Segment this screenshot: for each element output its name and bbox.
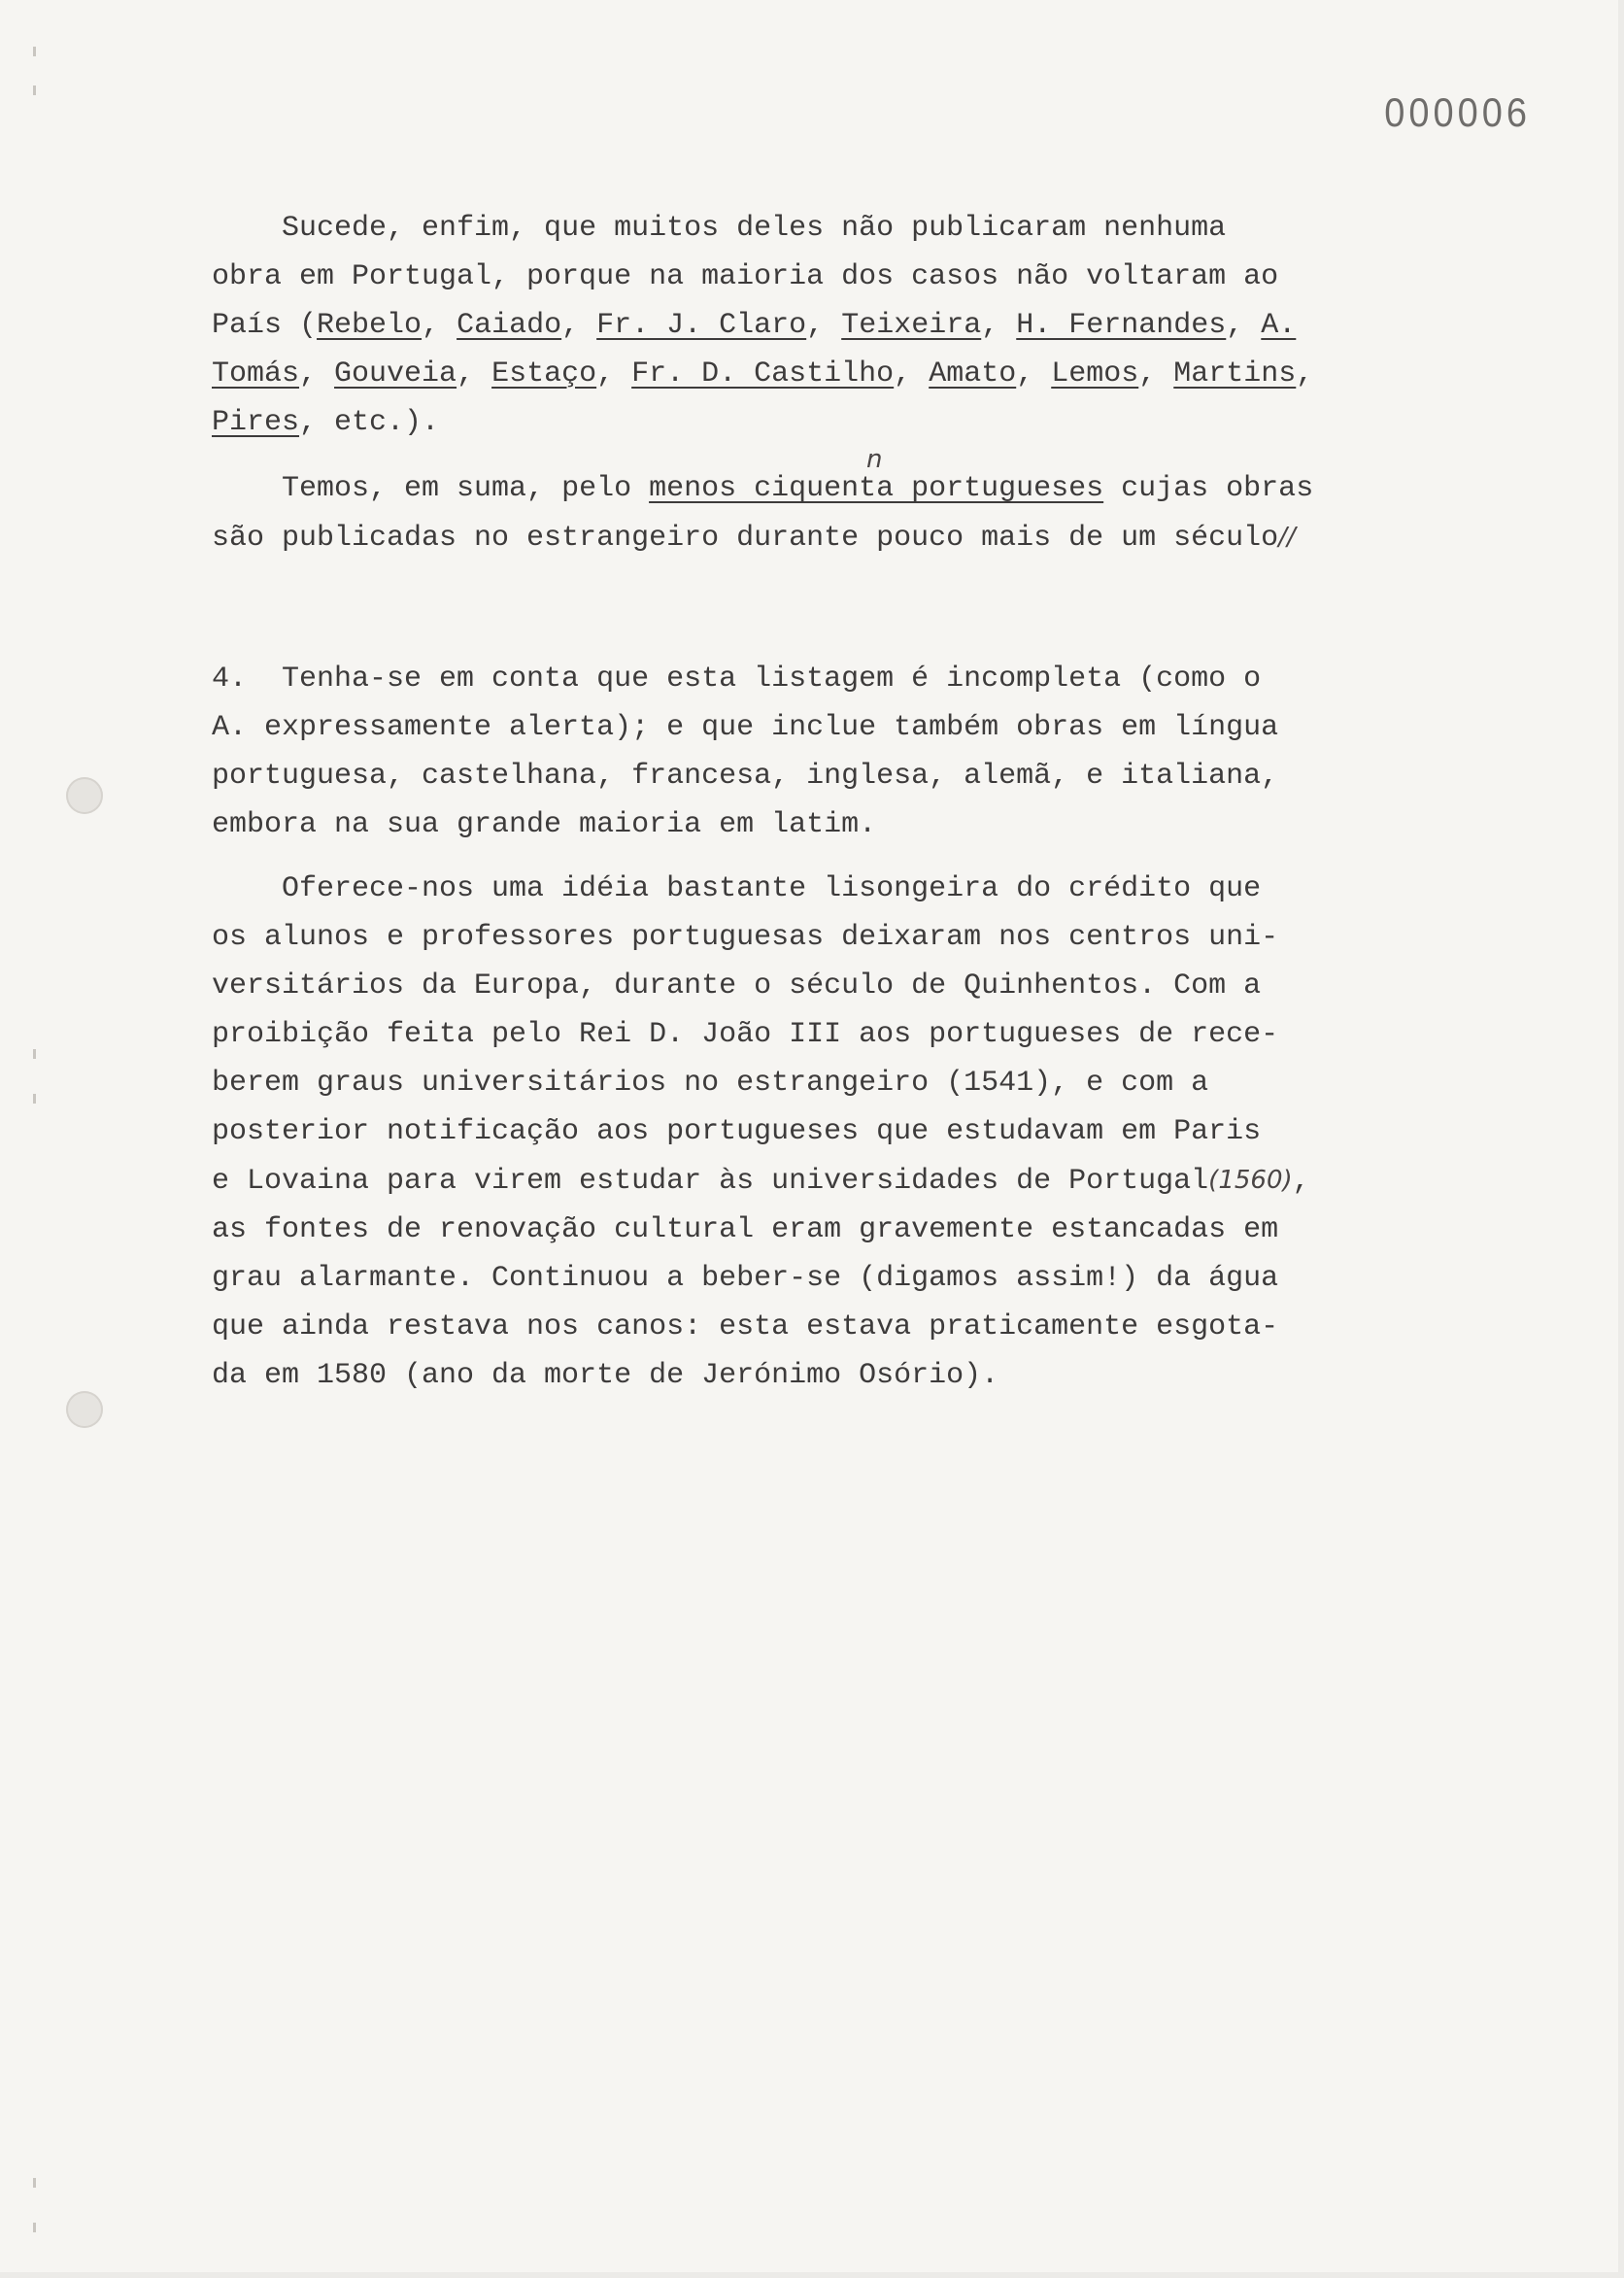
name-pires: Pires: [212, 406, 300, 439]
name-rebelo: Rebelo: [317, 309, 423, 342]
s4-line-3: portuguesa, castelhana, francesa, inglesa, alemã, e italiana,: [212, 760, 1279, 793]
p4-line-11: da em 1580 (ano da morte de Jerónimo Osório).: [212, 1359, 999, 1392]
edge-mark: [33, 1094, 36, 1104]
paragraph-4: [212, 865, 1474, 1400]
name-martins: Martins: [1173, 357, 1297, 391]
p4-line-2: os alunos e professores portuguesas deixaram nos centros uni-: [212, 921, 1279, 954]
name-amato: Amato: [929, 357, 1017, 391]
edge-mark: [33, 47, 36, 56]
punch-hole-top: [66, 777, 103, 814]
p2-underlined: menos ciquenta portugueses: [649, 472, 1104, 505]
name-gouveia: Gouveia: [334, 357, 457, 391]
paragraph-1: Sucede, enfim, que muitos deles não publicaram nenhuma obra em Portugal, porque na maioria dos casos não voltaram ao País (Rebelo, Caiado, Fr. J. Claro, Teixeira, H. Fernandes, A. Tomás, Gouveia, Estaço, Fr. D. Castilho, Amato, Lemos, Martins, Pires, etc.).: [212, 212, 1314, 439]
handwritten-year: (1560): [1208, 1166, 1293, 1195]
p2-line-2: são publicadas no estrangeiro durante pouco mais de um século: [212, 522, 1279, 555]
edge-mark: [33, 1049, 36, 1059]
s4-line-1: 4. Tenha-se em conta que esta listagem é incompleta (como o: [212, 663, 1262, 696]
paragraph-2: [212, 464, 1474, 562]
name-tomas: Tomás: [212, 357, 300, 391]
p1-line-2: obra em Portugal, porque na maioria dos casos não voltaram ao: [212, 260, 1279, 293]
handwritten-mark: //: [1278, 523, 1296, 552]
name-estaco: Estaço: [491, 357, 597, 391]
p4-line-8: as fontes de renovação cultural eram gravemente estancadas em: [212, 1213, 1279, 1246]
edge-mark: [33, 2223, 36, 2232]
name-castilho: Fr. D. Castilho: [631, 357, 895, 391]
name-lemos: Lemos: [1051, 357, 1139, 391]
p4-line-7-end: ,: [1292, 1165, 1310, 1198]
name-fernandes: H. Fernandes: [1016, 309, 1227, 342]
edge-mark: [33, 85, 36, 95]
handwritten-correction: n: [866, 445, 883, 474]
p4-line-10: que ainda restava nos canos: esta estava praticamente esgota-: [212, 1310, 1279, 1343]
p1-line-3-start: País (: [212, 309, 318, 342]
punch-hole-bottom: [66, 1391, 103, 1428]
p2-line-1-start: Temos, em suma, pelo: [282, 472, 650, 505]
p1-line-5-end: , etc.).: [299, 406, 440, 439]
name-a: A.: [1261, 309, 1297, 342]
name-claro: Fr. J. Claro: [596, 309, 807, 342]
p2-line-1-end: cujas obras: [1103, 472, 1314, 505]
name-teixeira: Teixeira: [841, 309, 982, 342]
p4-line-9: grau alarmante. Continuou a beber-se (digamos assim!) da água: [212, 1262, 1279, 1295]
p4-line-6: posterior notificação aos portugueses que estudavam em Paris: [212, 1115, 1262, 1148]
p4-line-4: proibição feita pelo Rei D. João III aos portugueses de rece-: [212, 1018, 1279, 1051]
edge-mark: [33, 2178, 36, 2188]
s4-line-4: embora na sua grande maioria em latim.: [212, 808, 877, 841]
name-caiado: Caiado: [457, 309, 562, 342]
section-4: [212, 655, 1474, 849]
p4-line-7-start: e Lovaina para virem estudar às universidades de Portugal: [212, 1165, 1209, 1198]
page-number: 000006: [1384, 90, 1531, 137]
s4-line-2: A. expressamente alerta); e que inclue também obras em língua: [212, 711, 1279, 744]
p1-line-1: Sucede, enfim, que muitos deles não publicaram nenhuma: [282, 212, 1227, 245]
p4-line-1: Oferece-nos uma idéia bastante lisongeira do crédito que: [212, 872, 1262, 905]
p4-line-5: berem graus universitários no estrangeiro (1541), e com a: [212, 1067, 1209, 1100]
p4-line-3: versitários da Europa, durante o século de Quinhentos. Com a: [212, 969, 1262, 1003]
